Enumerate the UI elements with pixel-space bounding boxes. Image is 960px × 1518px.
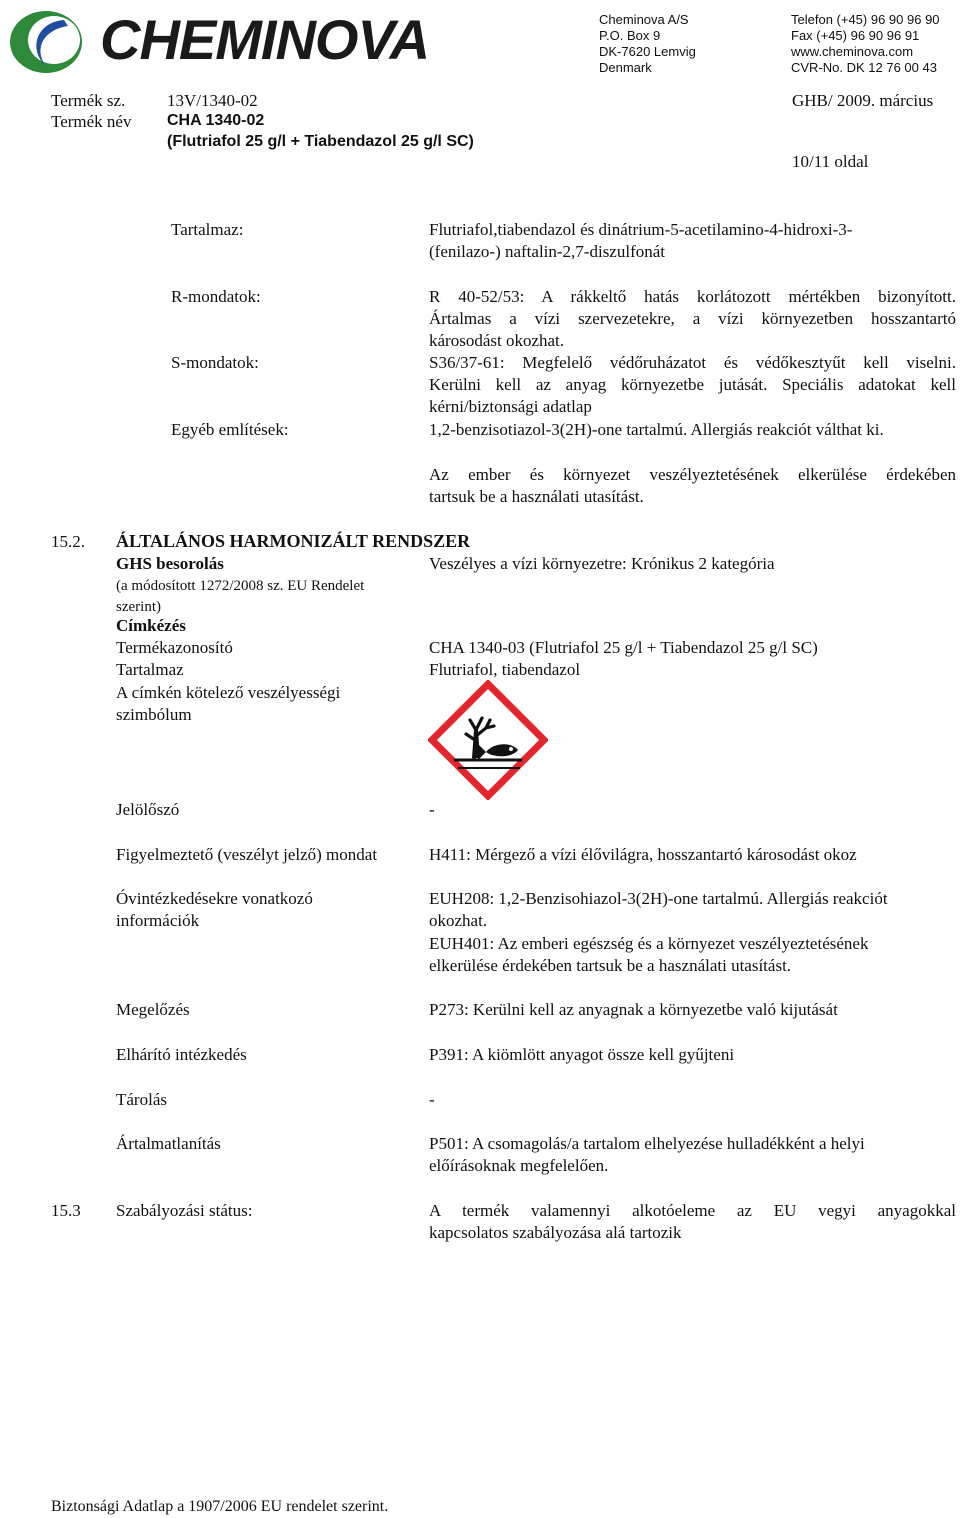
- symbol-label: szimbólum: [116, 705, 192, 724]
- cheminova-swoosh-icon: [6, 6, 92, 76]
- label-r-phrases: R-mondatok:: [171, 287, 261, 306]
- hazard-value: H411: Mérgező a vízi élővilágra, hosszantartó károsodást okoz: [429, 845, 857, 864]
- label-contents: Tartalmaz:: [171, 220, 244, 239]
- contact-line: Telefon (+45) 96 90 96 90: [791, 12, 940, 27]
- section-title: ÁLTALÁNOS HARMONIZÁLT RENDSZER: [116, 531, 471, 551]
- contains-value: Flutriafol, tiabendazol: [429, 660, 581, 679]
- logo-wordmark: CHEMINOVA: [100, 8, 430, 71]
- version-date: GHB/ 2009. március: [792, 91, 934, 110]
- status-line: kapcsolatos szabályozása alá tartozik: [429, 1223, 682, 1242]
- labelling-heading: Címkézés: [116, 616, 186, 635]
- r-line: Ártalmas a vízi szervezetekre, a vízi környezetben hosszantartó: [429, 309, 956, 328]
- contents-line: (fenilazo-) naftalin-2,7-diszulfonát: [429, 242, 666, 261]
- product-name-line2: (Flutriafol 25 g/l + Tiabendazol 25 g/l SC): [167, 133, 474, 150]
- status-value: [429, 1200, 956, 1244]
- other-line: Az ember és környezet veszélyeztetésének elkerülése érdekében: [429, 465, 956, 484]
- company-line: Cheminova A/S: [599, 12, 689, 27]
- disposal-line: előírásoknak megfelelően.: [429, 1156, 609, 1175]
- prevention-value: P273: Kerülni kell az anyagnak a környezetbe való kijutását: [429, 1000, 838, 1019]
- company-address: [599, 12, 696, 76]
- ghs-label: GHS besorolás: [116, 554, 224, 573]
- s-line: Kerülni kell az anyag környezetbe jutását. Speciális adatokat kell: [429, 375, 956, 394]
- precaution-line: elkerülése érdekében tartsuk be a használati utasítást.: [429, 956, 792, 975]
- footer-note: Biztonsági Adatlap a 1907/2006 EU rendelet szerint.: [51, 1498, 389, 1515]
- storage-label: Tárolás: [116, 1090, 167, 1109]
- precaution-line: okozhat.: [429, 911, 488, 930]
- symbol-label: A címkén kötelező veszélyességi: [116, 683, 341, 702]
- company-line: Denmark: [599, 60, 652, 75]
- response-label: Elhárító intézkedés: [116, 1045, 247, 1064]
- ghs-note: (a módosított 1272/2008 sz. EU Rendelet: [116, 578, 365, 594]
- section-number: 15.2.: [51, 532, 85, 551]
- page-number: 10/11 oldal: [792, 152, 869, 171]
- status-label: Szabályozási státus:: [116, 1201, 253, 1220]
- response-value: P391: A kiömlött anyagot össze kell gyűjteni: [429, 1045, 735, 1064]
- contents-line: Flutriafol,tiabendazol és dinátrium-5-acetilamino-4-hidroxi-3-: [429, 220, 853, 239]
- storage-value: -: [429, 1090, 435, 1109]
- hazard-label: Figyelmeztető (veszélyt jelző) mondat: [116, 845, 378, 864]
- precaution-line: EUH208: 1,2-Benzisohiazol-3(2H)-one tartalmú. Allergiás reakciót: [429, 889, 888, 908]
- section-number: 15.3: [51, 1201, 81, 1220]
- product-no: 13V/1340-02: [167, 91, 258, 110]
- contains-label: Tartalmaz: [116, 660, 184, 679]
- contact-line: CVR-No. DK 12 76 00 43: [791, 60, 937, 75]
- ghs-value: Veszélyes a vízi környezetre: Krónikus 2 kategória: [429, 554, 775, 573]
- other-line: 1,2-benzisotiazol-3(2H)-one tartalmú. Allergiás reakciót válthat ki.: [429, 420, 884, 439]
- r-line: károsodást okozhat.: [429, 331, 565, 350]
- company-contacts: [791, 12, 940, 76]
- signal-value: -: [429, 800, 435, 819]
- precaution-label: Óvintézkedésekre vonatkozó: [116, 889, 313, 908]
- ghs09-environment-icon: [428, 680, 548, 800]
- r-line: R 40-52/53: A rákkeltő hatás korlátozott mértékben bizonyított.: [429, 287, 956, 306]
- product-id-value: CHA 1340-03 (Flutriafol 25 g/l + Tiabendazol 25 g/l SC): [429, 638, 818, 657]
- product-name-label: Termék név: [51, 112, 132, 131]
- precaution-label: információk: [116, 911, 200, 930]
- status-line: A termék valamennyi alkotóeleme az EU vegyi anyagokkal: [429, 1201, 956, 1220]
- prevention-label: Megelőzés: [116, 1000, 190, 1019]
- product-id-label: Termékazonosító: [116, 638, 233, 657]
- other-line: tartsuk be a használati utasítást.: [429, 487, 644, 506]
- s-phrases-text: [429, 352, 956, 418]
- r-phrases-text: [429, 286, 956, 352]
- disposal-line: P501: A csomagolás/a tartalom elhelyezése hulladékként a helyi: [429, 1134, 865, 1153]
- label-other: Egyéb említések:: [171, 420, 289, 439]
- signal-label: Jelölőszó: [116, 800, 180, 819]
- contact-line: Fax (+45) 96 90 96 91: [791, 28, 920, 43]
- disposal-label: Ártalmatlanítás: [116, 1134, 221, 1153]
- product-name-line1: CHA 1340-02: [167, 112, 265, 129]
- company-line: P.O. Box 9: [599, 28, 661, 43]
- other-notice: [429, 464, 956, 508]
- s-line: S36/37-61: Megfelelő védőruházatot és védőkesztyűt kell viselni.: [429, 353, 956, 372]
- precaution-line: EUH401: Az emberi egészség és a környezet veszélyeztetésének: [429, 934, 869, 953]
- s-line: kérni/biztonsági adatlap: [429, 397, 592, 416]
- label-s-phrases: S-mondatok:: [171, 353, 259, 372]
- product-no-label: Termék sz.: [51, 91, 126, 110]
- contact-line: www.cheminova.com: [791, 44, 914, 59]
- company-line: DK-7620 Lemvig: [599, 44, 696, 59]
- ghs-note: szerint): [116, 599, 161, 615]
